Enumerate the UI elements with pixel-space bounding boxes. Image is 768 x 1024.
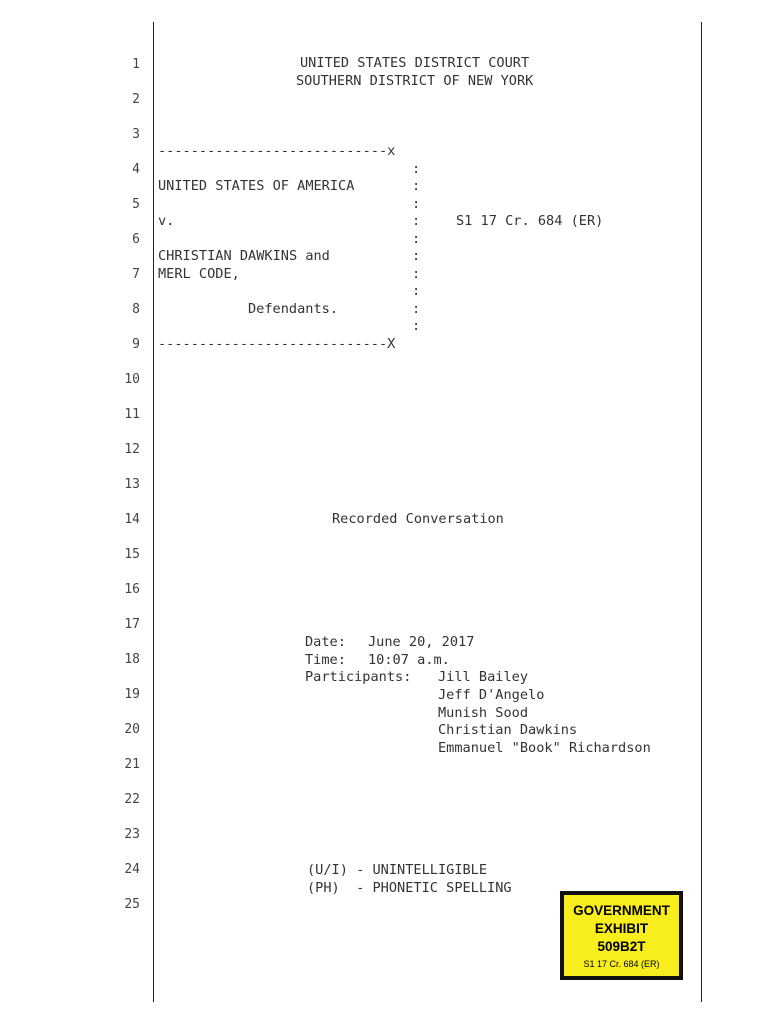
line-number: 7 bbox=[132, 267, 140, 282]
caption-colon: : bbox=[412, 301, 421, 317]
legend-phonetic: (PH) - PHONETIC SPELLING bbox=[307, 880, 512, 896]
line-number: 22 bbox=[124, 792, 140, 807]
line-number: 16 bbox=[124, 582, 140, 597]
line-number: 14 bbox=[124, 512, 140, 527]
defendants-label: Defendants. bbox=[248, 301, 339, 317]
defendant-name-2: MERL CODE, bbox=[158, 266, 240, 282]
time-label: Time: bbox=[305, 652, 346, 668]
participant: Christian Dawkins bbox=[438, 722, 578, 738]
caption-colon: : bbox=[412, 196, 421, 212]
caption-bottom-rule: ----------------------------X bbox=[158, 336, 396, 352]
caption-top-rule: ----------------------------x bbox=[158, 143, 396, 159]
line-number: 11 bbox=[124, 407, 140, 422]
defendant-name-1: CHRISTIAN DAWKINS and bbox=[158, 248, 330, 264]
line-number: 9 bbox=[132, 337, 140, 352]
participant: Emmanuel "Book" Richardson bbox=[438, 740, 651, 756]
date-label: Date: bbox=[305, 634, 346, 650]
participant: Jeff D'Angelo bbox=[438, 687, 545, 703]
line-number: 5 bbox=[132, 197, 140, 212]
left-margin-rule bbox=[153, 22, 154, 1002]
caption-colon: : bbox=[412, 213, 421, 229]
line-number: 17 bbox=[124, 617, 140, 632]
line-number: 23 bbox=[124, 827, 140, 842]
line-number: 13 bbox=[124, 477, 140, 492]
right-margin-rule bbox=[701, 22, 702, 1002]
line-number: 25 bbox=[124, 897, 140, 912]
line-number: 8 bbox=[132, 302, 140, 317]
plaintiff-name: UNITED STATES OF AMERICA bbox=[158, 178, 355, 194]
line-number: 21 bbox=[124, 757, 140, 772]
date-value: June 20, 2017 bbox=[368, 634, 475, 650]
line-number: 4 bbox=[132, 162, 140, 177]
line-number: 18 bbox=[124, 652, 140, 667]
case-number: S1 17 Cr. 684 (ER) bbox=[456, 213, 604, 229]
caption-colon: : bbox=[412, 231, 421, 247]
participant: Jill Bailey bbox=[438, 669, 529, 685]
legend-unintelligible: (U/I) - UNINTELLIGIBLE bbox=[307, 862, 488, 878]
line-number: 20 bbox=[124, 722, 140, 737]
document-title: Recorded Conversation bbox=[332, 511, 504, 527]
participant: Munish Sood bbox=[438, 705, 529, 721]
line-number: 1 bbox=[132, 57, 140, 72]
exhibit-line-1: GOVERNMENT bbox=[573, 903, 670, 918]
caption-colon: : bbox=[412, 248, 421, 264]
exhibit-case-number: S1 17 Cr. 684 (ER) bbox=[583, 959, 660, 969]
line-number: 19 bbox=[124, 687, 140, 702]
line-number: 24 bbox=[124, 862, 140, 877]
caption-colon: : bbox=[412, 283, 421, 299]
participants-label: Participants: bbox=[305, 669, 412, 685]
caption-colon: : bbox=[412, 161, 421, 177]
court-name: UNITED STATES DISTRICT COURT bbox=[300, 55, 530, 71]
line-number: 2 bbox=[132, 92, 140, 107]
line-number: 15 bbox=[124, 547, 140, 562]
caption-colon: : bbox=[412, 178, 421, 194]
exhibit-line-2: EXHIBIT bbox=[594, 921, 649, 936]
line-number: 12 bbox=[124, 442, 140, 457]
caption-colon: : bbox=[412, 266, 421, 282]
court-district: SOUTHERN DISTRICT OF NEW YORK bbox=[296, 73, 534, 89]
versus-label: v. bbox=[158, 213, 175, 229]
time-value: 10:07 a.m. bbox=[368, 652, 450, 668]
line-number: 10 bbox=[124, 372, 140, 387]
government-exhibit-sticker bbox=[560, 891, 683, 980]
line-number: 6 bbox=[132, 232, 140, 247]
line-number: 3 bbox=[132, 127, 140, 142]
caption-colon: : bbox=[412, 318, 421, 334]
exhibit-number: 509B2T bbox=[597, 939, 646, 954]
